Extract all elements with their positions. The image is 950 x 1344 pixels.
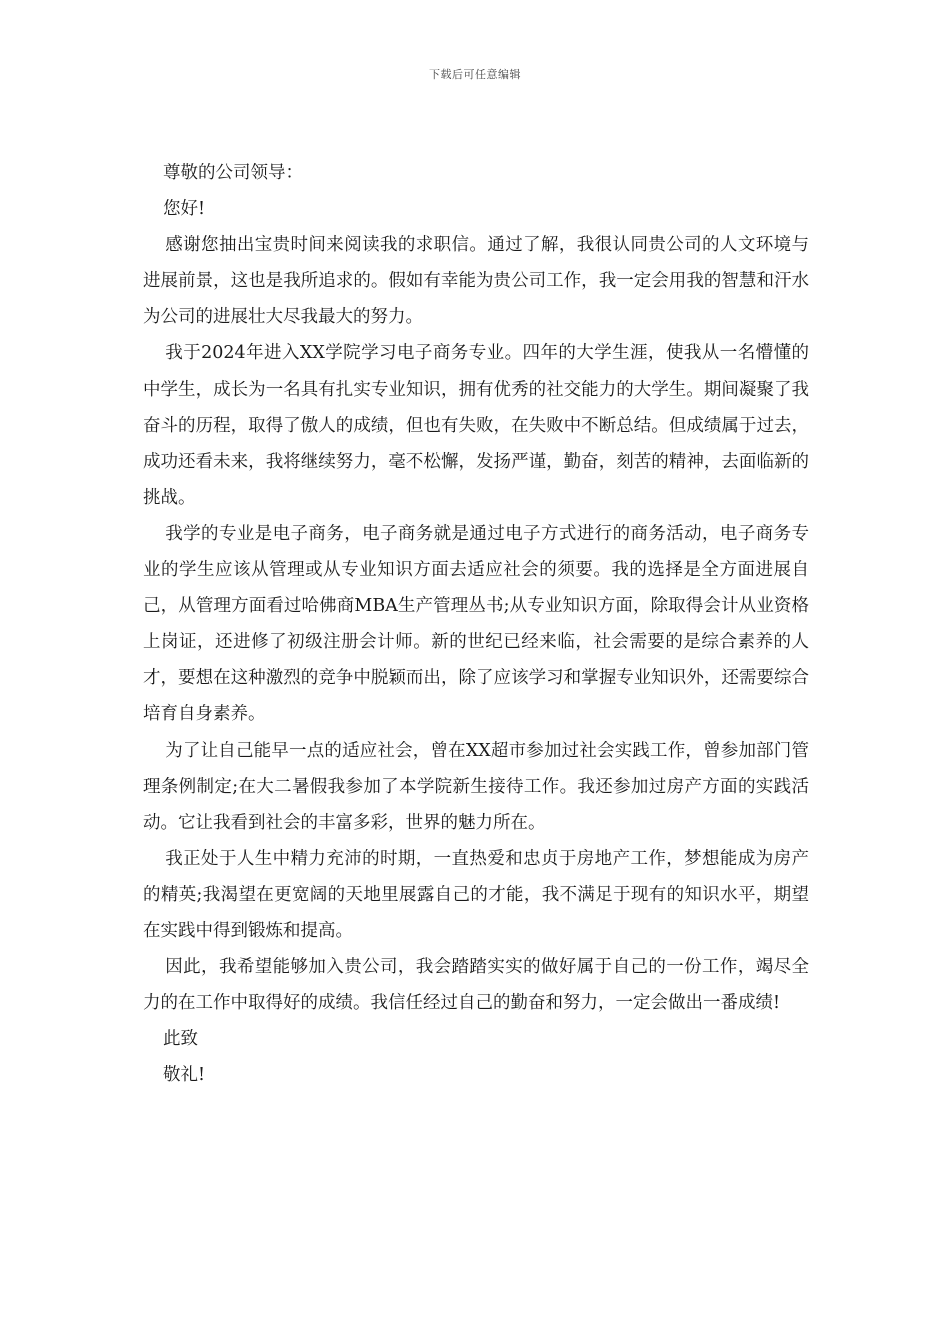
download-note: 下载后可任意编辑 xyxy=(429,68,521,81)
cover-letter xyxy=(143,155,809,1093)
greeting: 您好! xyxy=(163,199,206,220)
paragraph-conclusion: 因此，我希望能够加入贵公司，我会踏踏实实的做好属于自己的一份工作，竭尽全力的在工作中取得好的成绩。我信任经过自己的勤奋和努力，一定会做出一番成绩! xyxy=(143,957,809,1014)
paragraph-intro: 感谢您抽出宝贵时间来阅读我的求职信。通过了解，我很认同贵公司的人文环境与进展前景，这也是我所追求的。假如有幸能为贵公司工作，我一定会用我的智慧和汗水为公司的进展壮大尽我最大的努力。 xyxy=(143,235,809,328)
paragraph-education: 我于2024年进入XX学院学习电子商务专业。四年的大学生涯，使我从一名懵懂的中学生，成长为一名具有扎实专业知识，拥有优秀的社交能力的大学生。期间凝聚了我奋斗的历程，取得了傲人的成绩，但也有失败，在失败中不断总结。但成绩属于过去，成功还看未来，我将继续努力，毫不松懈，发扬严谨，勤奋，刻苦的精神，去面临新的挑战。 xyxy=(143,343,809,508)
paragraph-practice: 为了让自己能早一点的适应社会，曾在XX超市参加过社会实践工作，曾参加部门管理条例制定;在大二暑假我参加了本学院新生接待工作。我还参加过房产方面的实践活动。它让我看到社会的丰富多彩，世界的魅力所在。 xyxy=(143,740,809,833)
paragraph-major: 我学的专业是电子商务，电子商务就是通过电子方式进行的商务活动，电子商务专业的学生应该从管理或从专业知识方面去适应社会的须要。我的选择是全方面进展自己，从管理方面看过哈佛商MBA生产管理丛书;从专业知识方面，除取得会计从业资格上岗证，还进修了初级注册会计师。新的世纪已经来临，社会需要的是综合素养的人才，要想在这种激烈的竞争中脱颖而出，除了应该学习和掌握专业知识外，还需要综合培育自身素养。 xyxy=(143,523,809,725)
salutation: 尊敬的公司领导： xyxy=(163,163,303,183)
paragraph-aspiration: 我正处于人生中精力充沛的时期，一直热爱和忠贞于房地产工作，梦想能成为房产的精英;我渴望在更宽阔的天地里展露自己的才能，我不满足于现有的知识水平，期望在实践中得到锻炼和提高。 xyxy=(143,848,809,941)
closing-line-1: 此致 xyxy=(163,1029,198,1050)
closing-line-2: 敬礼! xyxy=(163,1065,206,1086)
